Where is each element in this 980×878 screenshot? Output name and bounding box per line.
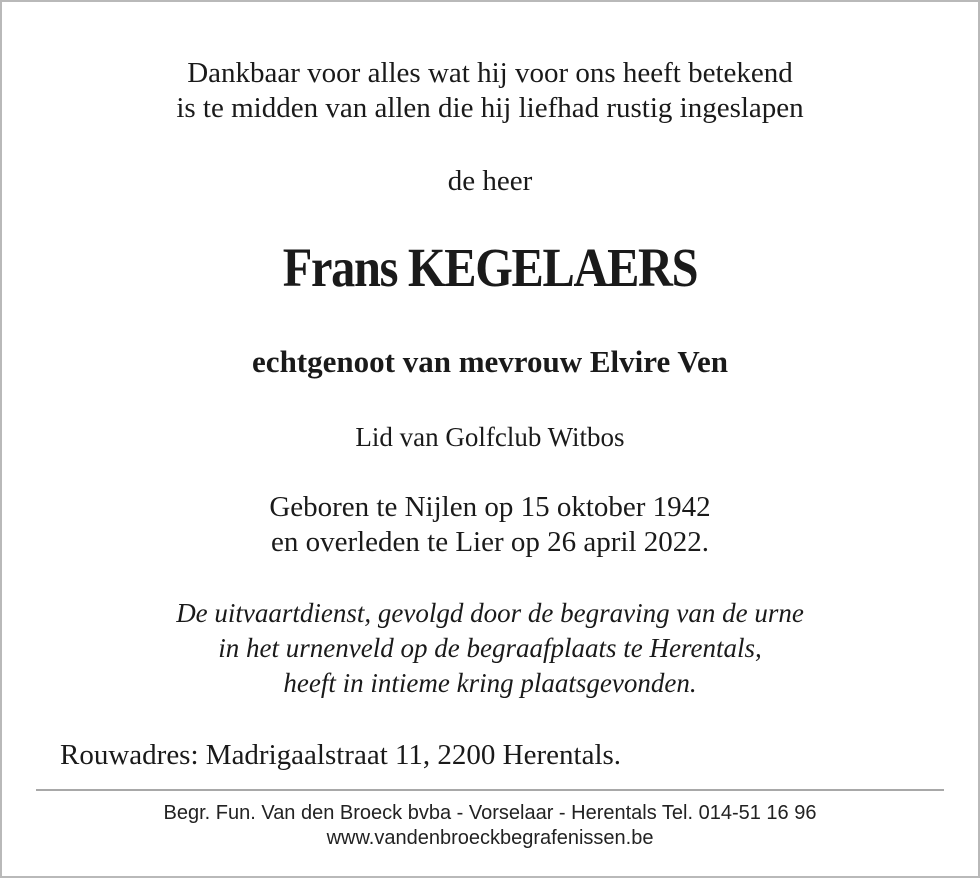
footer-divider [36,789,944,791]
service-line: heeft in intieme kring plaatsgevonden. [283,668,697,698]
intro-text [0,56,980,126]
deceased-name: Frans KEGELAERS [282,237,698,298]
funeral-home-website: www.vandenbroeckbegrafenissen.be [326,827,654,849]
intro-line: is te midden van allen die hij liefhad rustig ingeslapen [176,92,804,124]
mourning-address: Rouwadres: Madrigaalstraat 11, 2200 Herentals. [60,739,622,771]
membership-line: Lid van Golfclub Witbos [355,422,625,452]
birth-death-dates [0,490,980,560]
funeral-home-footer [0,801,980,851]
death-line: en overleden te Lier op 26 april 2022. [270,526,710,558]
funeral-service-text [0,596,980,701]
birth-line: Geboren te Nijlen op 15 oktober 1942 [269,491,711,523]
spouse-line: echtgenoot van mevrouw Elvire Ven [252,344,728,379]
title-prefix: de heer [447,165,533,197]
intro-line: Dankbaar voor alles wat hij voor ons heeft betekend [187,57,793,89]
funeral-home-line: Begr. Fun. Van den Broeck bvba - Vorselaar - Herentals Tel. 014-51 16 96 [163,802,817,824]
service-line: De uitvaartdienst, gevolgd door de begraving van de urne [176,598,804,628]
service-line: in het urnenveld op de begraafplaats te Herentals, [218,633,762,663]
